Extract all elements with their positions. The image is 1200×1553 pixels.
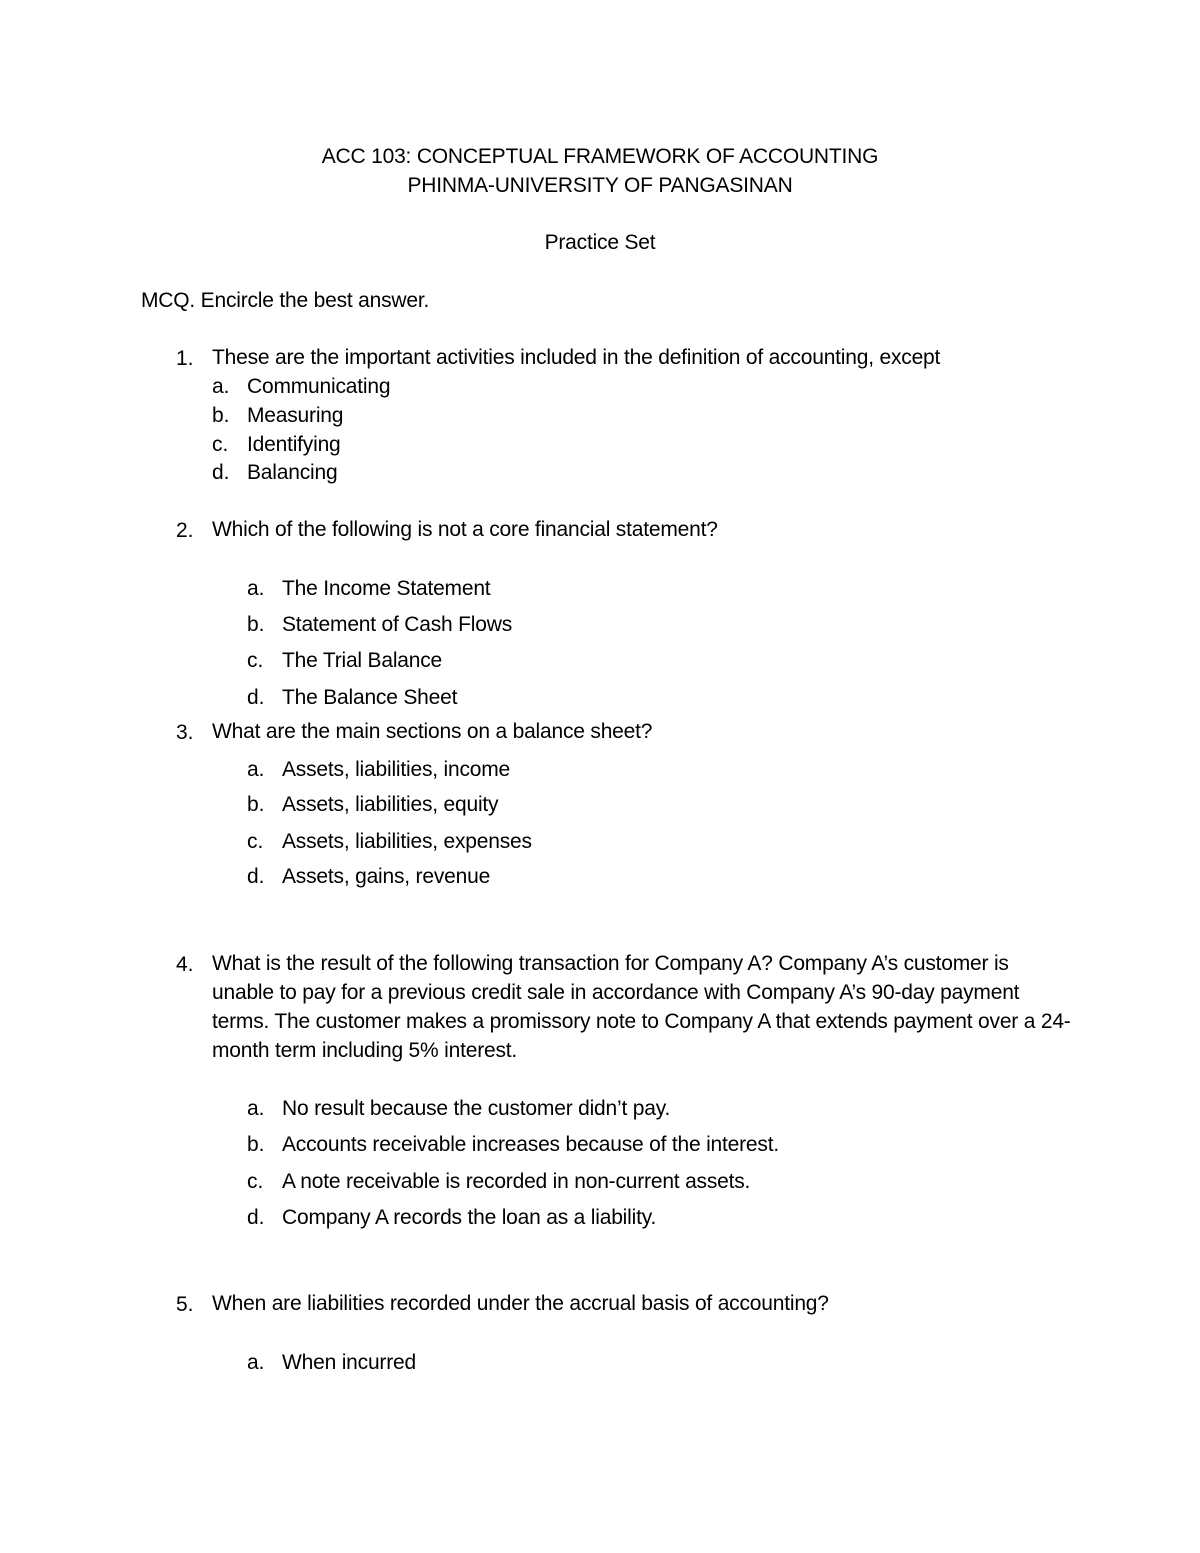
option-letter: b. (247, 1133, 265, 1156)
question-number: 4. (176, 953, 194, 976)
question-number: 3. (176, 721, 194, 744)
option-letter: d. (247, 686, 265, 709)
option-letter: a. (247, 1351, 265, 1374)
option-text: Measuring (247, 404, 344, 427)
option-text: Balancing (247, 461, 338, 484)
option-text: Assets, liabilities, equity (282, 793, 499, 816)
option-letter: d. (247, 1206, 265, 1229)
question-text: When are liabilities recorded under the accrual basis of accounting? (212, 1292, 829, 1315)
option-text: Assets, liabilities, expenses (282, 830, 532, 853)
option-text: The Balance Sheet (282, 686, 458, 709)
question-text: What is the result of the following transaction for Company A? Company A’s customer is unable to pay for a previous credit sale in accordance with Company A’s 90-day payment terms. The customer makes a promissory note to Company A that extends payment over a 24-month term including 5% interest. (212, 952, 1071, 1062)
option-letter: b. (247, 613, 265, 636)
option-text: Company A records the loan as a liability. (282, 1206, 657, 1229)
option-text: The Income Statement (282, 577, 491, 600)
option-text: Identifying (247, 433, 341, 456)
option-letter: d. (212, 461, 230, 484)
course-title: ACC 103: CONCEPTUAL FRAMEWORK OF ACCOUNTING (321, 145, 879, 168)
option-text: Accounts receivable increases because of the interest. (282, 1133, 779, 1156)
option-text: Assets, liabilities, income (282, 758, 511, 781)
option-letter: a. (247, 758, 265, 781)
instructions: MCQ. Encircle the best answer. (141, 289, 430, 312)
option-letter: a. (247, 577, 265, 600)
question-number: 2. (176, 519, 194, 542)
option-text: A note receivable is recorded in non-current assets. (282, 1170, 751, 1193)
institution-name: PHINMA-UNIVERSITY OF PANGASINAN (407, 174, 793, 197)
question-text: What are the main sections on a balance sheet? (212, 720, 653, 743)
option-text: The Trial Balance (282, 649, 443, 672)
option-text: When incurred (282, 1351, 416, 1374)
question-number: 1. (176, 347, 194, 370)
option-letter: d. (247, 865, 265, 888)
set-title: Practice Set (544, 231, 656, 254)
option-letter: c. (247, 830, 264, 853)
option-letter: a. (212, 375, 230, 398)
option-letter: c. (247, 1170, 264, 1193)
option-letter: b. (212, 404, 230, 427)
option-text: Statement of Cash Flows (282, 613, 512, 636)
option-text: Assets, gains, revenue (282, 865, 491, 888)
question-text: Which of the following is not a core financial statement? (212, 518, 718, 541)
option-letter: c. (212, 433, 229, 456)
question-text: These are the important activities included in the definition of accounting, except (212, 346, 941, 369)
question-number: 5. (176, 1293, 194, 1316)
option-letter: a. (247, 1097, 265, 1120)
option-letter: b. (247, 793, 265, 816)
option-text: Communicating (247, 375, 391, 398)
option-text: No result because the customer didn’t pay. (282, 1097, 671, 1120)
option-letter: c. (247, 649, 264, 672)
